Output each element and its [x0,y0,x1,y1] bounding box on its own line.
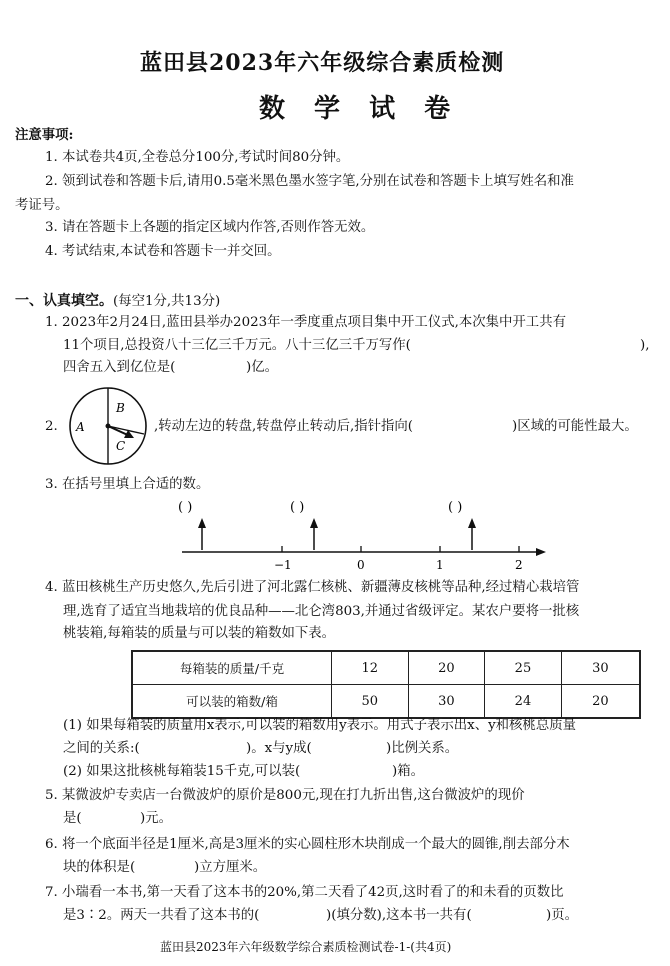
notice-item-1: 1. 本试卷共4页,全卷总分100分,考试时间80分钟。 [45,150,350,165]
q7-line2-end: )页。 [546,908,579,923]
q4-sub1-line1: (1) 如果每箱装的质量用x表示,可以装的箱数用y表示。用式子表示出x、y和核桃总质量 [63,718,576,733]
table-row-header: 每箱装的质量/千克 [132,651,332,685]
spinner-center [106,424,111,429]
q6-line1: 6. 将一个底面半径是1厘米,高是3厘米的实心圆柱形木块削成一个最大的圆锥,削去部分木 [45,837,570,852]
q2-number: 2. [45,419,58,434]
up-arrow-icon [310,518,318,528]
q4-sub1-line2-end: )比例关系。 [386,741,459,756]
q7-line1: 7. 小瑞看一本书,第一天看了这本书的20%,第二天看了42页,这时看了的和未看的页数比 [45,885,564,900]
answer-blank-2: ( ) [290,500,305,515]
tick-label-minus-1: −1 [274,558,292,572]
spinner-diagram [62,384,154,468]
table-cell: 30 [408,685,485,719]
section-heading [15,290,220,312]
notice-item-2-cont: 考证号。 [15,198,69,213]
q7-line2-mid: )(填分数),这本书一共有( [326,908,472,923]
table-cell: 20 [561,685,640,719]
exam-subtitle: 数 学 试 卷 [259,94,461,124]
table-row-header: 可以装的箱数/箱 [132,685,332,719]
table-cell: 50 [332,685,409,719]
up-arrow-icon [468,518,476,528]
spinner-divider-right [108,426,144,434]
q4-line1: 4. 蓝田核桃生产历史悠久,先后引进了河北露仁核桃、新疆薄皮核桃等品种,经过精心栽培管 [45,580,580,595]
q4-line2: 理,选育了适宜当地栽培的优良品种——北仑湾803,并通过省级评定。某农户要将一批核 [63,604,580,619]
spinner-label-c: C [116,439,126,453]
q2-text-end: )区域的可能性最大。 [512,419,638,434]
q1-line2-end: ), [640,338,650,353]
section-title: 一、认真填空。 [15,293,113,309]
q5-line2-end: )元。 [140,811,173,826]
table-cell: 25 [485,651,562,685]
q1-line3-end: )亿。 [246,360,279,375]
q4-sub2: (2) 如果这批核桃每箱装15千克,可以装( [63,764,301,779]
q5-line1: 5. 某微波炉专卖店一台微波炉的原价是800元,现在打九折出售,这台微波炉的现价 [45,788,525,803]
notice-heading: 注意事项: [15,127,74,143]
exam-title: 蓝田县2023年六年级综合素质检测 [140,50,505,76]
number-line [170,494,560,574]
spinner-label-b: B [116,401,125,415]
tick-label-0: 0 [357,558,365,572]
table-cell: 24 [485,685,562,719]
table-cell: 30 [561,651,640,685]
answer-blank-1: ( ) [178,500,193,515]
notice-item-2: 2. 领到试卷和答题卡后,请用0.5毫米黑色墨水签字笔,分别在试卷和答题卡上填写姓名和准 [45,174,574,189]
answer-blank-3: ( ) [448,500,463,515]
q3-text: 3. 在括号里填上合适的数。 [45,477,210,492]
q1-line2: 11个项目,总投资八十三亿三千万元。八十三亿三千万写作( [63,338,411,353]
tick-label-2: 2 [515,558,523,572]
q6-line2: 块的体积是( [63,860,136,875]
axis-arrowhead-icon [536,548,546,556]
tick-label-1: 1 [436,558,444,572]
q4-sub1-line2-mid: )。x与y成( [246,741,312,756]
table-row [132,651,640,685]
page-footer: 蓝田县2023年六年级数学综合素质检测试卷-1-(共4页) [160,940,452,954]
q4-sub1-line2: 之间的关系:( [63,741,140,756]
q4-sub2-end: )箱。 [392,764,425,779]
data-table [131,650,641,719]
q5-line2: 是( [63,811,82,826]
q7-line2: 是3∶2。两天一共看了这本书的( [63,908,260,923]
q1-line1: 1. 2023年2月24日,蓝田县举办2023年一季度重点项目集中开工仪式,本次集中开工共有 [45,315,566,330]
q1-line3: 四舍五入到亿位是( [63,360,176,375]
spinner-label-a: A [76,420,85,434]
notice-item-3: 3. 请在答题卡上各题的指定区域内作答,否则作答无效。 [45,220,375,235]
q2-text: ,转动左边的转盘,转盘停止转动后,指针指向( [154,419,414,434]
q4-line3: 桃装箱,每箱装的质量与可以装的箱数如下表。 [63,626,336,641]
section-note: (每空1分,共13分) [113,294,221,309]
table-row [132,685,640,719]
up-arrow-icon [198,518,206,528]
table-cell: 20 [408,651,485,685]
table-cell: 12 [332,651,409,685]
notice-item-4: 4. 考试结束,本试卷和答题卡一并交回。 [45,244,281,259]
q6-line2-end: )立方厘米。 [194,860,267,875]
